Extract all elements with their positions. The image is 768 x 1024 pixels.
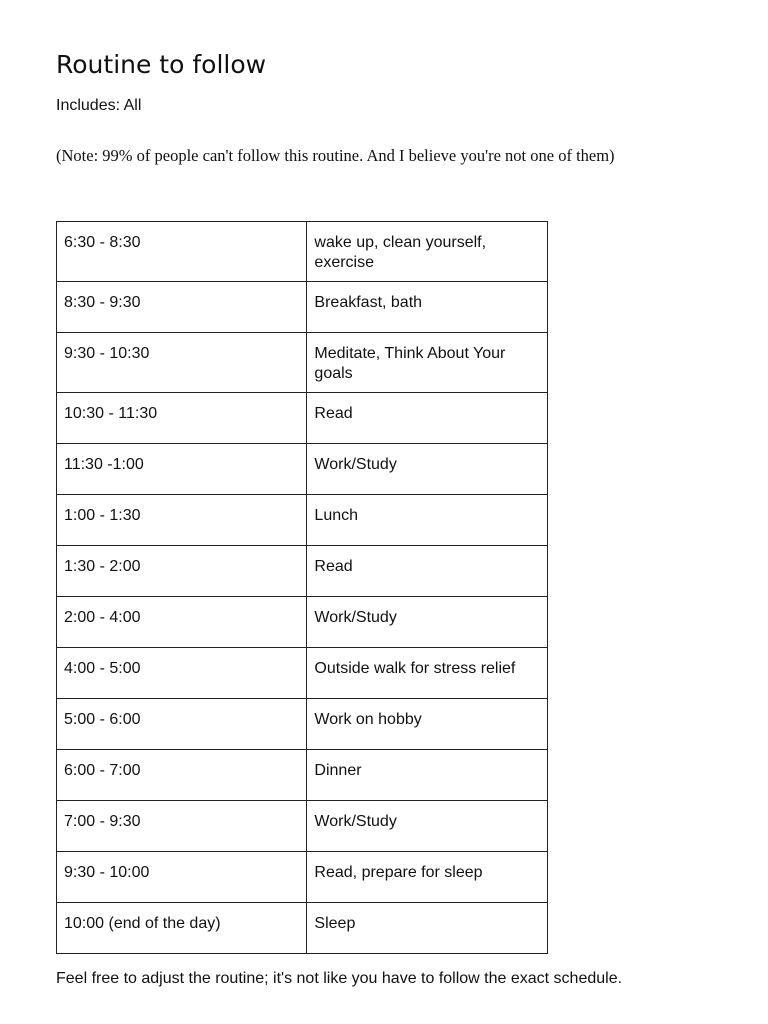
page-title: Routine to follow [56, 50, 267, 79]
time-cell: 1:00 - 1:30 [57, 495, 307, 546]
time-cell: 5:00 - 6:00 [57, 699, 307, 750]
table-row [57, 699, 548, 750]
time-cell: 10:30 - 11:30 [57, 393, 307, 444]
table-row [57, 852, 548, 903]
table-row [57, 333, 548, 393]
table-row [57, 750, 548, 801]
routine-table [56, 221, 548, 954]
time-cell: 9:30 - 10:30 [57, 333, 307, 393]
time-cell: 6:00 - 7:00 [57, 750, 307, 801]
time-cell: 4:00 - 5:00 [57, 648, 307, 699]
activity-cell: Outside walk for stress relief [307, 648, 548, 699]
time-cell: 9:30 - 10:00 [57, 852, 307, 903]
table-row [57, 648, 548, 699]
activity-cell: Read, prepare for sleep [307, 852, 548, 903]
table-row [57, 495, 548, 546]
table-row [57, 903, 548, 954]
table-row [57, 801, 548, 852]
activity-cell: Dinner [307, 750, 548, 801]
activity-cell: Work/Study [307, 444, 548, 495]
time-cell: 1:30 - 2:00 [57, 546, 307, 597]
time-cell: 11:30 -1:00 [57, 444, 307, 495]
note-line: (Note: 99% of people can't follow this routine. And I believe you're not one of them) [56, 146, 615, 165]
includes-line: Includes: All [56, 97, 142, 114]
activity-cell: Read [307, 546, 548, 597]
table-row [57, 546, 548, 597]
activity-cell: Lunch [307, 495, 548, 546]
activity-cell: Breakfast, bath [307, 282, 548, 333]
table-row [57, 444, 548, 495]
table-row [57, 597, 548, 648]
activity-cell: wake up, clean yourself, exercise [307, 222, 548, 282]
activity-cell: Sleep [307, 903, 548, 954]
time-cell: 6:30 - 8:30 [57, 222, 307, 282]
time-cell: 10:00 (end of the day) [57, 903, 307, 954]
table-row [57, 222, 548, 282]
activity-cell: Meditate, Think About Your goals [307, 333, 548, 393]
time-cell: 2:00 - 4:00 [57, 597, 307, 648]
activity-cell: Read [307, 393, 548, 444]
activity-cell: Work on hobby [307, 699, 548, 750]
footer-note: Feel free to adjust the routine; it's not like you have to follow the exact schedule. [56, 970, 623, 987]
activity-cell: Work/Study [307, 597, 548, 648]
time-cell: 7:00 - 9:30 [57, 801, 307, 852]
activity-cell: Work/Study [307, 801, 548, 852]
table-row [57, 282, 548, 333]
table-row [57, 393, 548, 444]
time-cell: 8:30 - 9:30 [57, 282, 307, 333]
